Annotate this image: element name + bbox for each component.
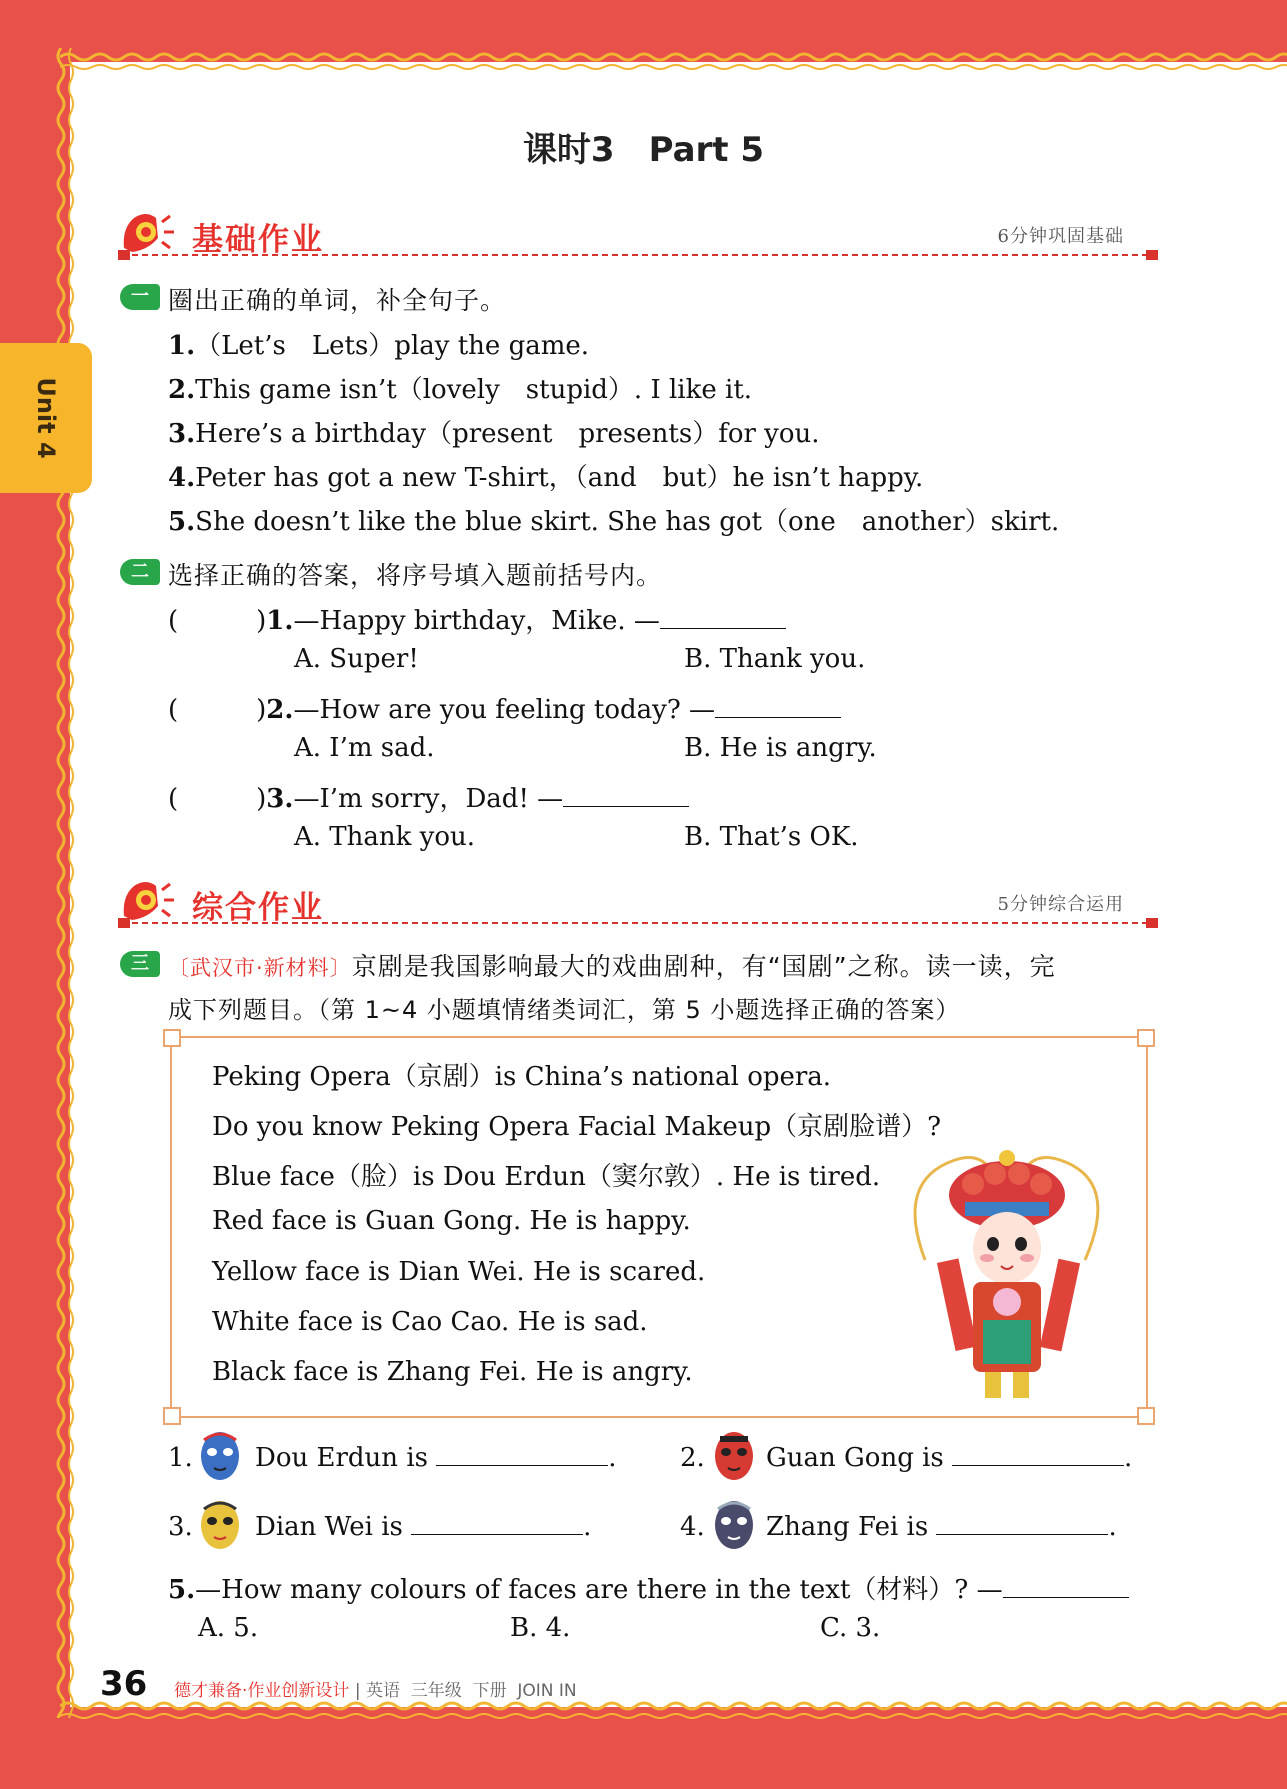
yellow-opera-mask-icon — [198, 1497, 242, 1551]
unit-tab — [0, 343, 92, 493]
q2-question: ( )2.—How are you feeling today? — — [168, 689, 841, 726]
decorative-wave-border-left — [52, 48, 78, 1718]
answer-blank[interactable] — [563, 784, 689, 807]
answer-blank[interactable] — [436, 1443, 608, 1466]
box-corner — [163, 1407, 181, 1425]
answer-blank[interactable] — [411, 1512, 583, 1535]
reading-line: Do you know Peking Opera Facial Makeup（京剧脸谱）? — [212, 1112, 942, 1142]
divider — [122, 254, 1158, 256]
divider — [122, 922, 1158, 924]
box-corner — [163, 1029, 181, 1047]
fill-item: Guan Gong is . — [766, 1443, 1133, 1473]
question-instruction: 〔武汉市·新材料〕京剧是我国影响最大的戏曲剧种，有“国剧”之称。读一读，完 — [168, 952, 1056, 981]
q2-question: ( )3.—I’m sorry，Dad! — — [168, 778, 689, 815]
footer-separator: | — [354, 1681, 361, 1701]
answer-blank[interactable] — [952, 1443, 1124, 1466]
q2-option-a: A. Thank you. — [294, 822, 476, 852]
reading-line: Red face is Guan Gong. He is happy. — [212, 1206, 691, 1236]
section-title: 综合作业 — [192, 890, 324, 926]
reading-line: Black face is Zhang Fei. He is angry. — [212, 1357, 693, 1387]
answer-blank[interactable] — [1003, 1575, 1129, 1598]
footer-subject: 英语 — [365, 1681, 400, 1701]
q5-option: A. 5. — [198, 1613, 259, 1643]
answer-blank[interactable] — [660, 606, 786, 629]
section-header-basic — [118, 208, 1158, 260]
divider-end — [118, 918, 130, 928]
reading-line: Peking Opera（京剧）is China’s national opera. — [212, 1062, 832, 1092]
question-badge: 三 — [120, 951, 160, 977]
red-opera-mask-icon — [712, 1428, 756, 1482]
q1-item: 1.（Let’s Lets）play the game. — [168, 331, 590, 361]
unit-tab-label: Unit 4 — [32, 377, 60, 459]
footer-edition: JOIN IN — [517, 1681, 577, 1701]
divider-end — [118, 250, 130, 260]
fill-item: Dian Wei is . — [255, 1512, 592, 1542]
question-badge: 一 — [120, 284, 160, 310]
q1-item: 4.Peter has got a new T-shirt，（and but）he isn’t happy. — [168, 463, 924, 493]
q1-item: 2.This game isn’t（lovely stupid）. I like it. — [168, 375, 753, 405]
divider-end — [1146, 250, 1158, 260]
footer-brand: 德才兼备·作业创新设计 — [174, 1681, 350, 1701]
fill-item-num: 1. — [168, 1443, 193, 1473]
question-instruction: 选择正确的答案，将序号填入题前括号内。 — [168, 561, 663, 590]
question-instruction-cont: 成下列题目。（第 1~4 小题填情绪类词汇，第 5 小题选择正确的答案） — [168, 996, 961, 1024]
q5-option: C. 3. — [820, 1613, 881, 1643]
page-number: 36 — [100, 1664, 148, 1704]
section-note: 5分钟综合运用 — [997, 894, 1124, 915]
fill-item-num: 3. — [168, 1512, 193, 1542]
answer-blank[interactable] — [715, 695, 841, 718]
question-badge: 二 — [120, 559, 160, 585]
fill-item-num: 2. — [680, 1443, 705, 1473]
fill-item: Dou Erdun is . — [255, 1443, 617, 1473]
reading-line: Yellow face is Dian Wei. He is scared. — [212, 1257, 706, 1287]
blue-opera-mask-icon — [198, 1428, 242, 1482]
footer-grade: 三年级 — [410, 1681, 462, 1701]
footer-volume: 下册 — [472, 1681, 507, 1701]
answer-blank[interactable] — [936, 1512, 1108, 1535]
fill-item-num: 4. — [680, 1512, 705, 1542]
footer-info — [174, 1676, 577, 1701]
peking-opera-figure-illustration — [885, 1140, 1130, 1405]
q2-option-b: B. That’s OK. — [684, 822, 859, 852]
q2-option-b: B. Thank you. — [684, 644, 866, 674]
section-note: 6分钟巩固基础 — [997, 226, 1124, 247]
q2-option-b: B. He is angry. — [684, 733, 877, 763]
q5-option: B. 4. — [510, 1613, 571, 1643]
q1-item: 5.She doesn’t like the blue skirt. She has got（one another）skirt. — [168, 507, 1060, 537]
box-corner — [1137, 1029, 1155, 1047]
reading-line: Blue face（脸）is Dou Erdun（窦尔敦）. He is tired. — [212, 1162, 881, 1192]
q2-option-a: A. I’m sad. — [294, 733, 435, 763]
q5-question: 5.—How many colours of faces are there in the text（材料）? — — [168, 1569, 1129, 1606]
black-opera-mask-icon — [712, 1497, 756, 1551]
question-instruction: 圈出正确的单词，补全句子。 — [168, 286, 507, 315]
decorative-wave-border-top — [60, 48, 1287, 76]
fill-item: Zhang Fei is . — [766, 1512, 1117, 1542]
page-title: 课时3 Part 5 — [522, 130, 765, 170]
source-tag: 〔武汉市·新材料〕 — [168, 956, 352, 980]
section-title: 基础作业 — [192, 222, 324, 258]
section-header-comprehensive — [118, 876, 1158, 928]
q2-option-a: A. Super! — [294, 644, 419, 674]
q1-item: 3.Here’s a birthday（present presents）for you. — [168, 419, 820, 449]
decorative-wave-border-bottom — [60, 1697, 1287, 1725]
reading-line: White face is Cao Cao. He is sad. — [212, 1307, 648, 1337]
box-corner — [1137, 1407, 1155, 1425]
q2-question: ( )1.—Happy birthday，Mike. — — [168, 600, 786, 637]
divider-end — [1146, 918, 1158, 928]
